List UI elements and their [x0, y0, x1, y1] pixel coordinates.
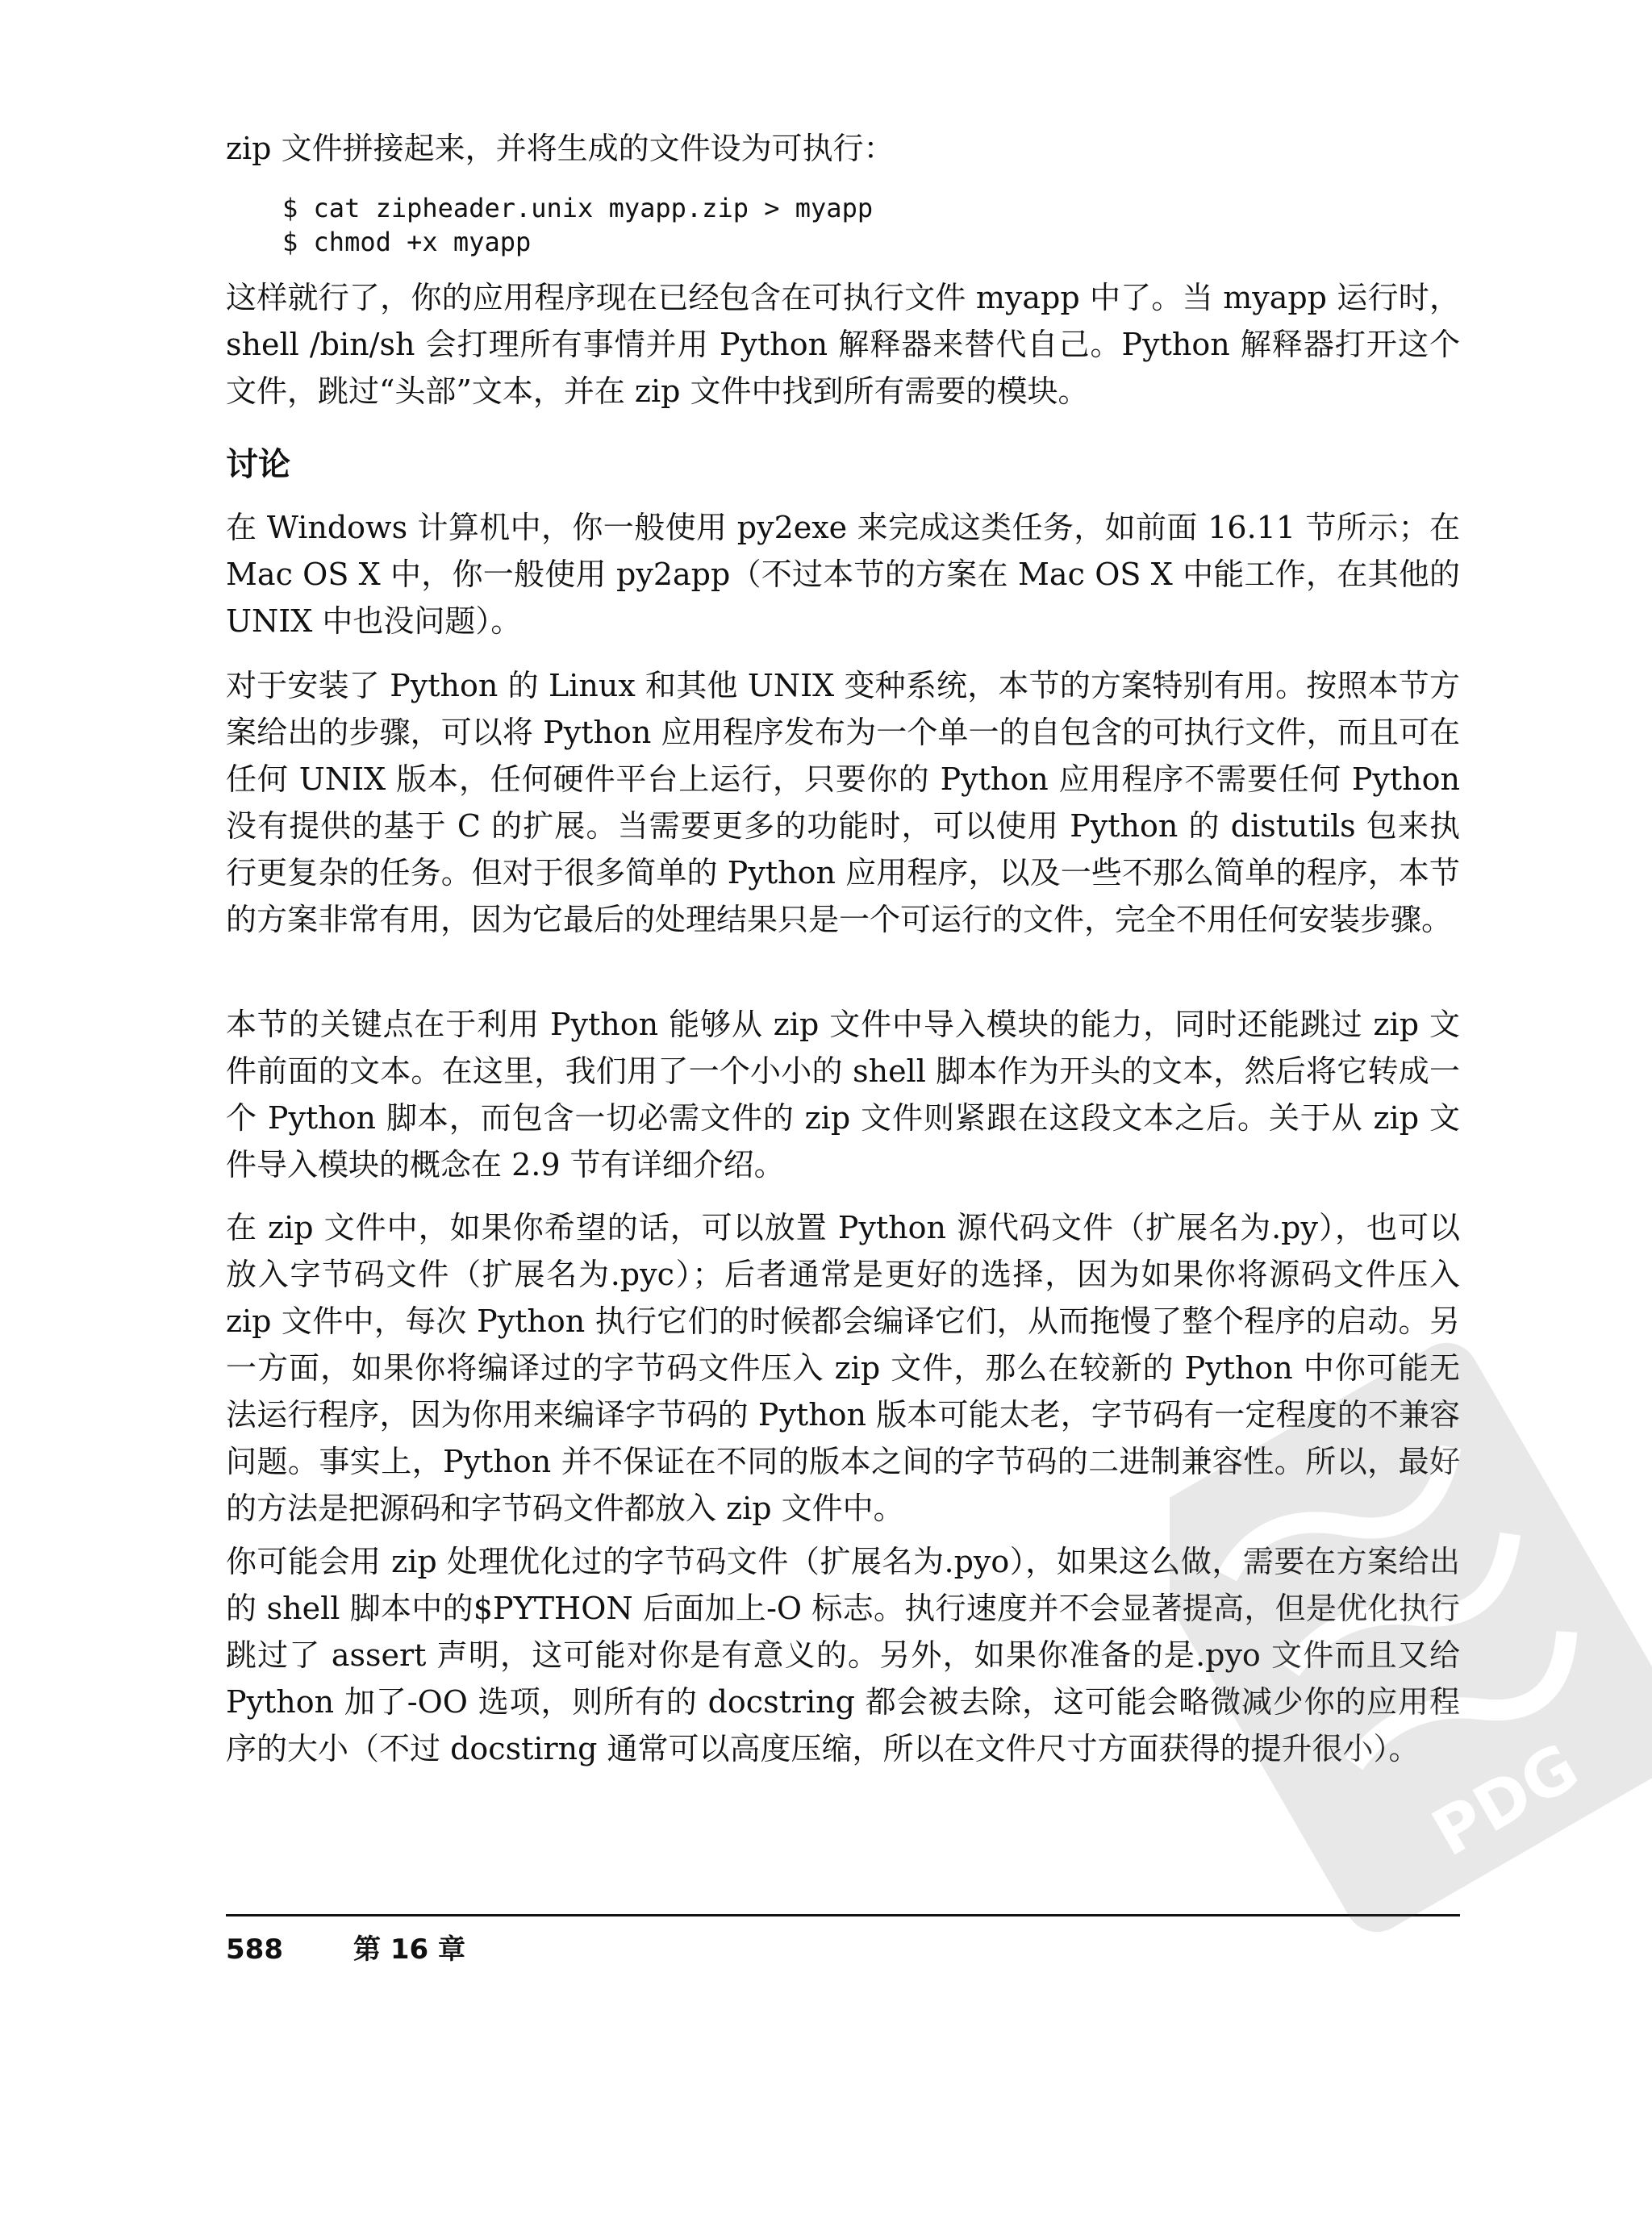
intro-line: zip 文件拼接起来，并将生成的文件设为可执行： [226, 131, 895, 166]
pdg-watermark-seal [1170, 1331, 1652, 1944]
paragraph-1: 这样就行了，你的应用程序现在已经包含在可执行文件 myapp 中了。当 myapp 运行时，shell /bin/sh 会打理所有事情并用 Python 解释器来替代自己。Python 解释器打开这个文件，跳过“头部”文本，并在 zip 文件中找到所有需要的模块。 [226, 280, 1460, 409]
watermark-text: PDG [1420, 1729, 1592, 1871]
code-line-1: $ cat zipheader.unix myapp.zip > myapp [282, 193, 874, 223]
paragraph-2: 在 Windows 计算机中，你一般使用 py2exe 来完成这类任务，如前面 16.11 节所示；在 Mac OS X 中，你一般使用 py2app（不过本节的方案在 Mac OS X 中能工作，在其他的 UNIX 中也没问题）。 [226, 510, 1460, 639]
page-number: 588 [226, 1933, 283, 1966]
paragraph-5: 在 zip 文件中，如果你希望的话，可以放置 Python 源代码文件（扩展名为.py），也可以放入字节码文件（扩展名为.pyc）；后者通常是更好的选择，因为如果你将源码文件压入 zip 文件中，每次 Python 执行它们的时候都会编译它们，从而拖慢了整个程序的启动。另一方面，如果你将编译过的字节码文件压入 zip 文件，那么在较新的 Python 中你可能无法运行程序，因为你用来编译字节码的 Python 版本可能太老，字节码有一定程度的不兼容问题。事实上，Python 并不保证在不同的版本之间的字节码的二进制兼容性。所以，最好的方法是把源码和字节码文件都放入 zip 文件中。 [226, 1210, 1460, 1526]
code-line-2: $ chmod +x myapp [282, 227, 532, 257]
paragraph-6: 你可能会用 zip 处理优化过的字节码文件（扩展名为.pyo），如果这么做，需要在方案给出的 shell 脚本中的$PYTHON 后面加上-O 标志。执行速度并不会显著提高，但是优化执行跳过了 assert 声明，这可能对你是有意义的。另外，如果你准备的是.pyo 文件而且又给 Python 加了-OO 选项，则所有的 docstring 都会被去除，这可能会略微减少你的应用程序的大小（不过 docstirng 通常可以高度压缩，所以在文件尺寸方面获得的提升很小）。 [226, 1544, 1460, 1766]
paragraph-4: 本节的关键点在于利用 Python 能够从 zip 文件中导入模块的能力，同时还能跳过 zip 文件前面的文本。在这里，我们用了一个小小的 shell 脚本作为开头的文本，然后将它转成一个 Python 脚本，而包含一切必需文件的 zip 文件则紧跟在这段文本之后。关于从 zip 文件导入模块的概念在 2.9 节有详细介绍。 [226, 1007, 1460, 1182]
paragraph-3: 对于安装了 Python 的 Linux 和其他 UNIX 变种系统，本节的方案特别有用。按照本节方案给出的步骤，可以将 Python 应用程序发布为一个单一的自包含的可执行文件，而且可在任何 UNIX 版本，任何硬件平台上运行，只要你的 Python 应用程序不需要任何 Python 没有提供的基于 C 的扩展。当需要更多的功能时，可以使用 Python 的 distutils 包来执行更复杂的任务。但对于很多简单的 Python 应用程序，以及一些不那么简单的程序，本节的方案非常有用，因为它最后的处理结果只是一个可运行的文件，完全不用任何安装步骤。 [226, 668, 1460, 937]
section-heading: 讨论 [226, 446, 290, 483]
chapter-label: 第 16 章 [353, 1933, 465, 1966]
